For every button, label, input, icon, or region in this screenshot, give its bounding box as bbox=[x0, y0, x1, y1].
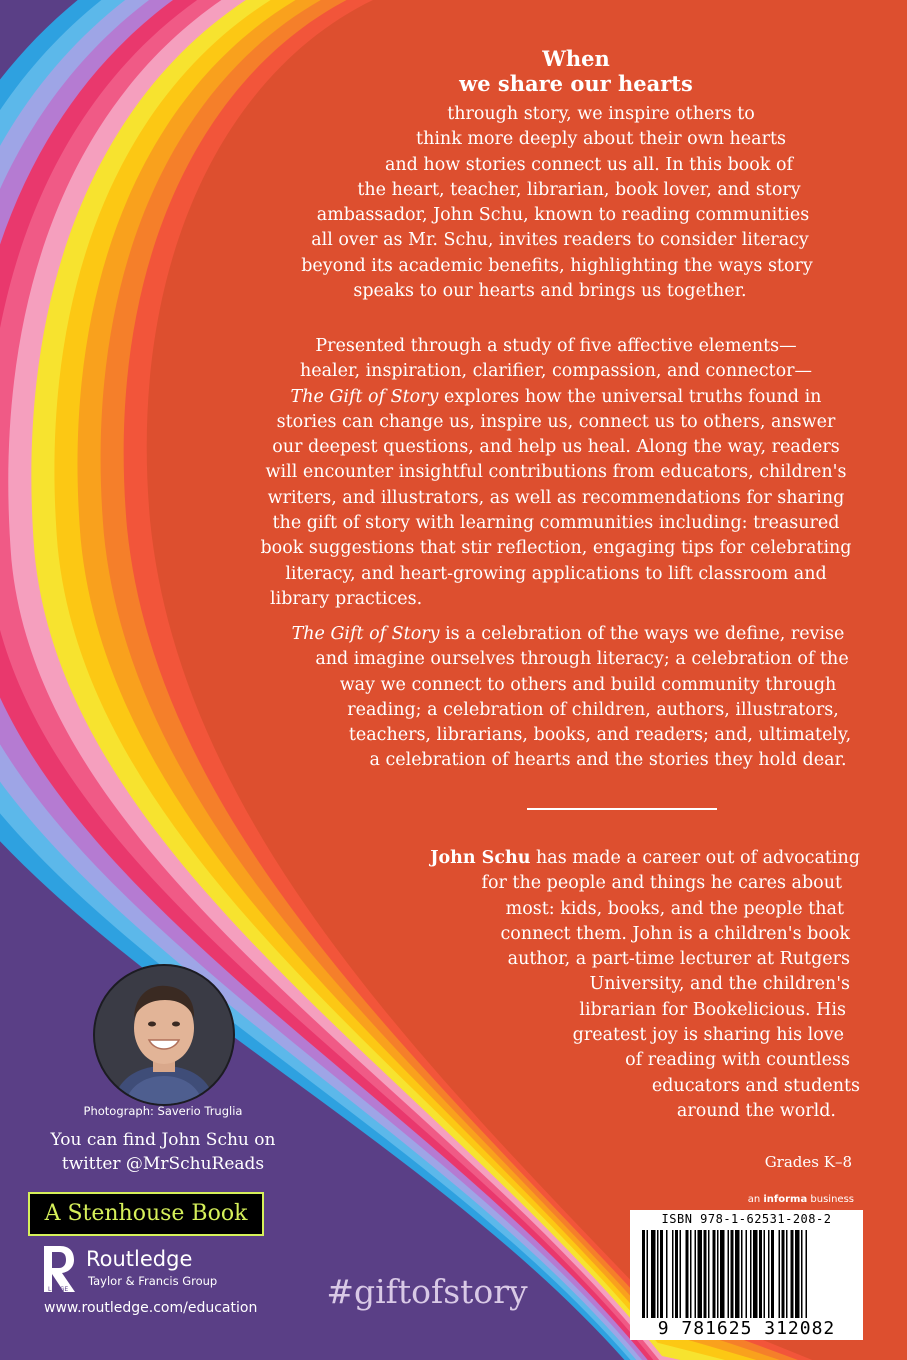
barcode-bar bbox=[660, 1230, 663, 1318]
intro-line: all over as Mr. Schu, invites readers to consider literacy bbox=[311, 230, 809, 251]
routledge-group: Taylor & Francis Group bbox=[88, 1274, 218, 1288]
barcode-bar bbox=[720, 1230, 725, 1318]
celebration-paragraph bbox=[258, 622, 878, 774]
bio-line: connect them. John is a children's book bbox=[500, 923, 850, 944]
barcode-bar bbox=[657, 1230, 659, 1318]
barcode-bar bbox=[647, 1230, 649, 1318]
celebration-line: teachers, librarians, books, and readers; and, ultimately, bbox=[348, 725, 852, 746]
barcode-bar bbox=[791, 1230, 794, 1318]
barcode-bar bbox=[698, 1230, 703, 1318]
description-line: book suggestions that stir reflection, engaging tips for celebrating bbox=[260, 538, 852, 559]
barcode-bar bbox=[801, 1230, 803, 1318]
routledge-url: www.routledge.com/education bbox=[44, 1300, 258, 1316]
barcode-bars bbox=[640, 1230, 853, 1318]
informa-brand: informa bbox=[763, 1194, 808, 1205]
bio-line: of reading with countless bbox=[625, 1050, 850, 1071]
routledge-logo bbox=[42, 1244, 292, 1296]
celebration-line bbox=[258, 622, 878, 647]
barcode-bar bbox=[686, 1230, 689, 1318]
barcode-bar bbox=[771, 1230, 774, 1318]
bio-line: most: kids, books, and the people that bbox=[505, 898, 844, 919]
intro-line: and how stories connect us all. In this book of bbox=[384, 154, 794, 175]
bio-line: University, and the children's bbox=[589, 974, 850, 995]
informa-suffix: business bbox=[807, 1194, 854, 1205]
svg-text:LEDGE: LEDGE bbox=[48, 1286, 69, 1293]
twitter-note bbox=[20, 1128, 306, 1176]
description-line: Presented through a study of five affective elements— bbox=[315, 336, 797, 356]
barcode-bar bbox=[786, 1230, 788, 1318]
barcode-bar bbox=[759, 1230, 762, 1318]
stenhouse-badge: A Stenhouse Book bbox=[28, 1192, 264, 1236]
author-bio bbox=[400, 846, 880, 1124]
description-line: library practices. bbox=[270, 588, 423, 609]
barcode-bar bbox=[782, 1230, 785, 1318]
description-line-text: explores how the universal truths found in bbox=[438, 386, 822, 407]
description-line: the gift of story with learning communities including: treasured bbox=[272, 513, 840, 534]
intro-line: think more deeply about their own hearts bbox=[416, 129, 786, 150]
description-line: healer, inspiration, clarifier, compassion, and connector— bbox=[300, 361, 812, 382]
book-title: The Gift of Story bbox=[291, 624, 440, 644]
celebration-line: and imagine ourselves through literacy; a celebration of the bbox=[315, 649, 849, 670]
description-line: our deepest questions, and help us heal. Along the way, readers bbox=[272, 437, 840, 458]
barcode-bar bbox=[764, 1230, 766, 1318]
bio-line: around the world. bbox=[676, 1100, 836, 1121]
isbn-barcode bbox=[630, 1210, 863, 1340]
barcode-bar bbox=[704, 1230, 707, 1318]
barcode-bar bbox=[735, 1230, 740, 1318]
bio-line: librarian for Bookelicious. His bbox=[579, 999, 846, 1020]
book-title: The Gift of Story bbox=[290, 386, 439, 407]
bio-line bbox=[400, 846, 880, 871]
celebration-line: a celebration of hearts and the stories they hold dear. bbox=[369, 750, 847, 771]
bio-line: for the people and things he cares about bbox=[481, 873, 842, 894]
intro-line: beyond its academic benefits, highlighting the ways story bbox=[301, 255, 813, 276]
isbn-digits: 9 781625 312082 bbox=[657, 1318, 836, 1339]
description-line: stories can change us, inspire us, connect us to others, answer bbox=[276, 411, 836, 432]
celebration-line: way we connect to others and build community through bbox=[339, 674, 837, 695]
routledge-name: Routledge bbox=[86, 1247, 193, 1271]
twitter-line-1: You can find John Schu on bbox=[50, 1130, 276, 1150]
intro-line: speaks to our hearts and brings us together. bbox=[353, 281, 747, 302]
description-paragraph bbox=[226, 334, 886, 612]
barcode-bar bbox=[717, 1230, 719, 1318]
barcode-bar bbox=[806, 1230, 808, 1318]
barcode-bar bbox=[728, 1230, 730, 1318]
bio-line: greatest joy is sharing his love bbox=[572, 1025, 844, 1046]
informa-prefix: an bbox=[747, 1194, 764, 1205]
barcode-bar bbox=[690, 1230, 692, 1318]
intro-headline-line-2: we share our hearts bbox=[459, 71, 693, 96]
barcode-bar bbox=[731, 1230, 734, 1318]
intro-line: the heart, teacher, librarian, book lover, and story bbox=[357, 179, 801, 200]
hashtag: #giftofstory bbox=[326, 1272, 528, 1311]
barcode-bar bbox=[675, 1230, 678, 1318]
barcode-bar bbox=[695, 1230, 697, 1318]
barcode-bar bbox=[741, 1230, 743, 1318]
barcode-bar bbox=[651, 1230, 656, 1318]
barcode-bar bbox=[746, 1230, 748, 1318]
photo-credit: Photograph: Saverio Truglia bbox=[83, 1104, 243, 1118]
routledge-r-icon bbox=[42, 1244, 76, 1294]
intro-line: through story, we inspire others to bbox=[447, 104, 755, 124]
barcode-bar bbox=[642, 1230, 645, 1318]
bio-line: educators and students bbox=[651, 1075, 860, 1096]
author-portrait-illustration bbox=[95, 966, 233, 1104]
barcode-bar bbox=[672, 1230, 674, 1318]
barcode-bar bbox=[708, 1230, 710, 1318]
barcode-bar bbox=[768, 1230, 770, 1318]
twitter-line-2: twitter @MrSchuReads bbox=[61, 1154, 265, 1174]
description-line: literacy, and heart-growing applications to lift classroom and bbox=[285, 563, 827, 584]
divider-rule bbox=[527, 808, 717, 810]
barcode-bar bbox=[713, 1230, 716, 1318]
barcode-bar bbox=[750, 1230, 752, 1318]
description-line bbox=[226, 385, 886, 410]
author-name: John Schu bbox=[430, 848, 531, 868]
barcode-bar bbox=[666, 1230, 668, 1318]
barcode-bar bbox=[779, 1230, 781, 1318]
barcode-bar bbox=[680, 1230, 682, 1318]
celebration-line: reading; a celebration of children, authors, illustrators, bbox=[347, 699, 839, 720]
bio-line-text: has made a career out of advocating bbox=[530, 848, 860, 868]
intro-block bbox=[260, 46, 820, 96]
barcode-bar bbox=[753, 1230, 758, 1318]
author-photo bbox=[93, 964, 235, 1106]
informa-tagline bbox=[700, 1194, 854, 1205]
description-line: writers, and illustrators, as well as recommendations for sharing bbox=[267, 487, 845, 508]
isbn-label: ISBN 978-1-62531-208-2 bbox=[661, 1212, 832, 1226]
intro-paragraph bbox=[240, 102, 860, 304]
grade-level: Grades K–8 bbox=[764, 1153, 852, 1171]
barcode-bar bbox=[795, 1230, 800, 1318]
intro-headline-line-1: When bbox=[542, 46, 610, 71]
intro-line: ambassador, John Schu, known to reading communities bbox=[316, 205, 810, 226]
celebration-line-text: is a celebration of the ways we define, revise bbox=[439, 624, 845, 644]
description-line: will encounter insightful contributions from educators, children's bbox=[265, 462, 847, 483]
bio-line: author, a part-time lecturer at Rutgers bbox=[507, 949, 850, 970]
